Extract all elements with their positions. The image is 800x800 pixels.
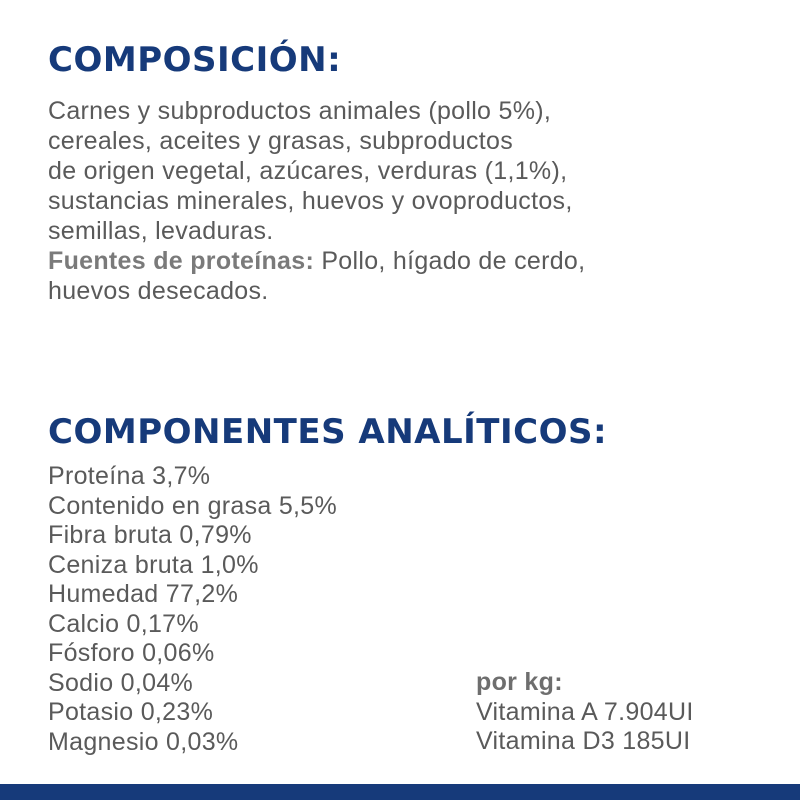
composition-line: de origen vegetal, azúcares, verduras (1,1%), xyxy=(48,157,568,185)
analytical-item: Potasio 0,23% xyxy=(48,698,214,726)
vitamin-item: Vitamina D3 185UI xyxy=(476,727,691,755)
analytical-item: Fibra bruta 0,79% xyxy=(48,521,252,549)
composition-line: semillas, levaduras. xyxy=(48,217,274,245)
analytical-list xyxy=(48,462,337,757)
vitamin-item: Vitamina A 7.904UI xyxy=(476,697,694,726)
protein-sources-line xyxy=(48,246,768,276)
analytical-item: Humedad 77,2% xyxy=(48,580,239,608)
vitamins-list xyxy=(476,668,694,757)
composition-line: Carnes y subproductos animales (pollo 5%), xyxy=(48,97,552,125)
analytical-heading: COMPONENTES ANALÍTICOS: xyxy=(48,412,608,452)
analytical-item: Magnesio 0,03% xyxy=(48,727,239,756)
analytical-item: Ceniza bruta 1,0% xyxy=(48,550,259,579)
analytical-item: Proteína 3,7% xyxy=(48,462,211,490)
protein-sources-label: Fuentes de proteínas: xyxy=(48,247,315,275)
protein-sources-text: Pollo, hígado de cerdo, xyxy=(314,247,586,275)
analytical-item: Sodio 0,04% xyxy=(48,668,194,697)
composition-line: cereales, aceites y grasas, subproductos xyxy=(48,127,514,155)
composition-text xyxy=(48,96,768,306)
vitamins-title: por kg: xyxy=(476,668,563,696)
bottom-bar xyxy=(0,784,800,800)
composition-line: sustancias minerales, huevos y ovoproductos, xyxy=(48,187,573,215)
composition-heading: COMPOSICIÓN: xyxy=(48,40,342,80)
protein-sources-line-2: huevos desecados. xyxy=(48,277,269,305)
analytical-item: Calcio 0,17% xyxy=(48,609,199,638)
analytical-item: Contenido en grasa 5,5% xyxy=(48,491,338,520)
analytical-item: Fósforo 0,06% xyxy=(48,639,215,667)
